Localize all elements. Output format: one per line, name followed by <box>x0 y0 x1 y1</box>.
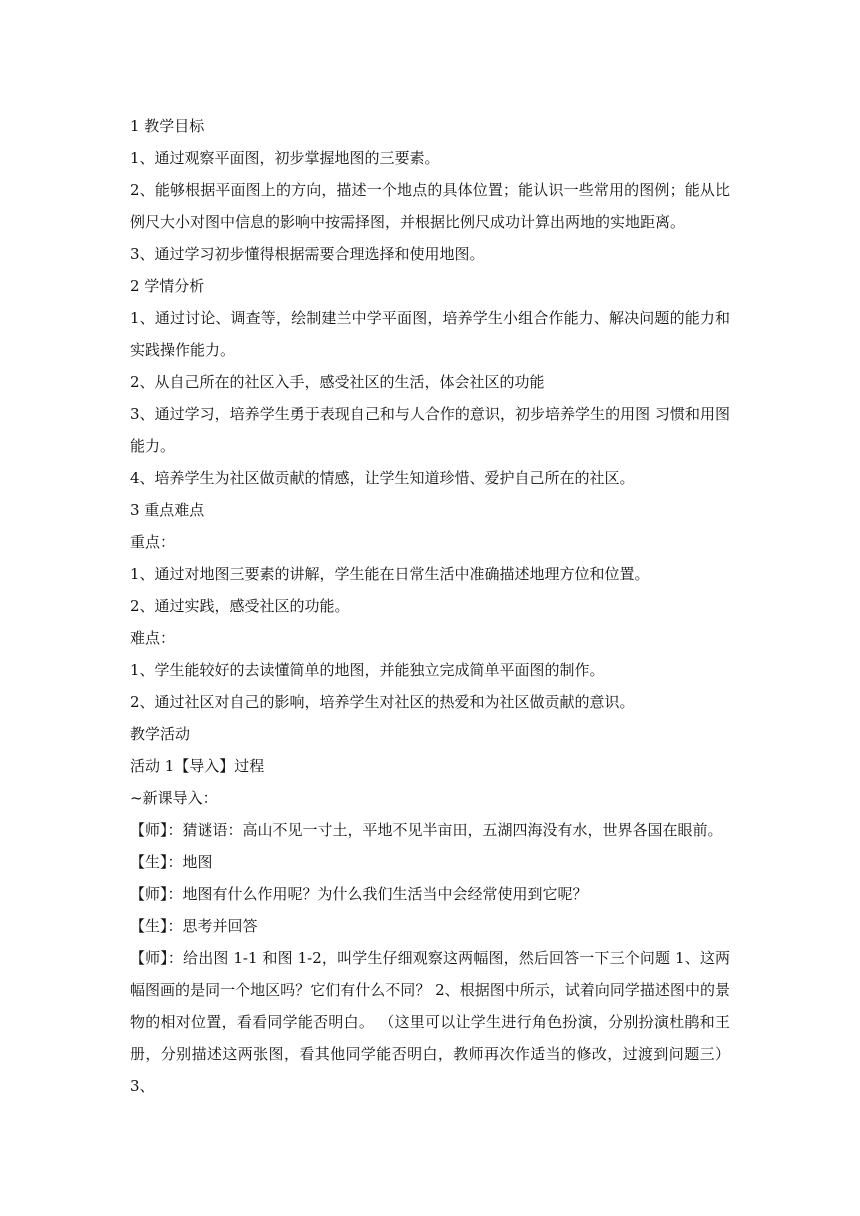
activity-intro-label: ~新课导入： <box>130 789 218 807</box>
goal-item-3: 3、通过学习初步懂得根据需要合理选择和使用地图。 <box>130 245 485 263</box>
section-heading-student-analysis: 2 学情分析 <box>130 277 205 295</box>
analysis-item-4: 4、培养学生为社区做贡献的情感，让学生知道珍惜、爱护自己所在的社区。 <box>130 469 635 487</box>
key-point-item-1: 1、通过对地图三要素的讲解，学生能在日常生活中准确描述地理方位和位置。 <box>130 565 650 583</box>
section-heading-key-points: 3 重点难点 <box>130 501 205 519</box>
difficulty-item-1: 1、学生能较好的去读懂简单的地图，并能独立完成简单平面图的制作。 <box>130 661 605 679</box>
goal-item-1: 1、通过观察平面图，初步掌握地图的三要素。 <box>130 149 440 167</box>
difficulty-item-2: 2、通过社区对自己的影响，培养学生对社区的热爱和为社区做贡献的意识。 <box>130 693 635 711</box>
section-heading-teaching-goals: 1 教学目标 <box>130 117 205 135</box>
goal-item-2: 2、能够根据平面图上的方向，描述一个地点的具体位置；能认识一些常用的图例；能从比例尺大小对图中信息的影响中按需择图，并根据比例尺成功计算出两地的实地距离。 <box>130 181 730 231</box>
analysis-item-3: 3、通过学习，培养学生勇于表现自己和与人合作的意识，初步培养学生的用图 习惯和用图能力。 <box>130 405 730 455</box>
section-heading-teaching-activities: 教学活动 <box>130 725 191 743</box>
dialogue-student-2: 【生】：思考并回答 <box>130 917 258 935</box>
analysis-item-1: 1、通过讨论、调查等，绘制建兰中学平面图，培养学生小组合作能力、解决问题的能力和实践操作能力。 <box>130 309 730 359</box>
dialogue-teacher-3: 【师】：给出图 1-1 和图 1-2，叫学生仔细观察这两幅图，然后回答一下三个问题 1、这两幅图画的是同一个地区吗？它们有什么不同？ 2、根据图中所示，试着向同学描述图中的景物的相对位置，看看同学能否明白。 （这里可以让学生进行角色扮演，分别扮演杜鹃和王册，分别描述这两张图，看其他同学能否明白，教师再次作适当的修改，过渡到问题三） 3、 <box>130 949 730 1095</box>
dialogue-student-1: 【生】：地图 <box>130 853 213 871</box>
analysis-item-2: 2、从自己所在的社区入手，感受社区的生活，体会社区的功能 <box>130 373 545 391</box>
activity-title: 活动 1【导入】过程 <box>130 757 265 775</box>
difficulties-label: 难点： <box>130 629 176 647</box>
key-points-label: 重点： <box>130 533 176 551</box>
key-point-item-2: 2、通过实践，感受社区的功能。 <box>130 597 350 615</box>
dialogue-teacher-2: 【师】：地图有什么作用呢？为什么我们生活当中会经常使用到它呢？ <box>130 885 588 903</box>
document-body <box>130 110 730 1102</box>
dialogue-teacher-1: 【师】：猜谜语：高山不见一寸土，平地不见半亩田，五湖四海没有水，世界各国在眼前。 <box>130 821 723 839</box>
